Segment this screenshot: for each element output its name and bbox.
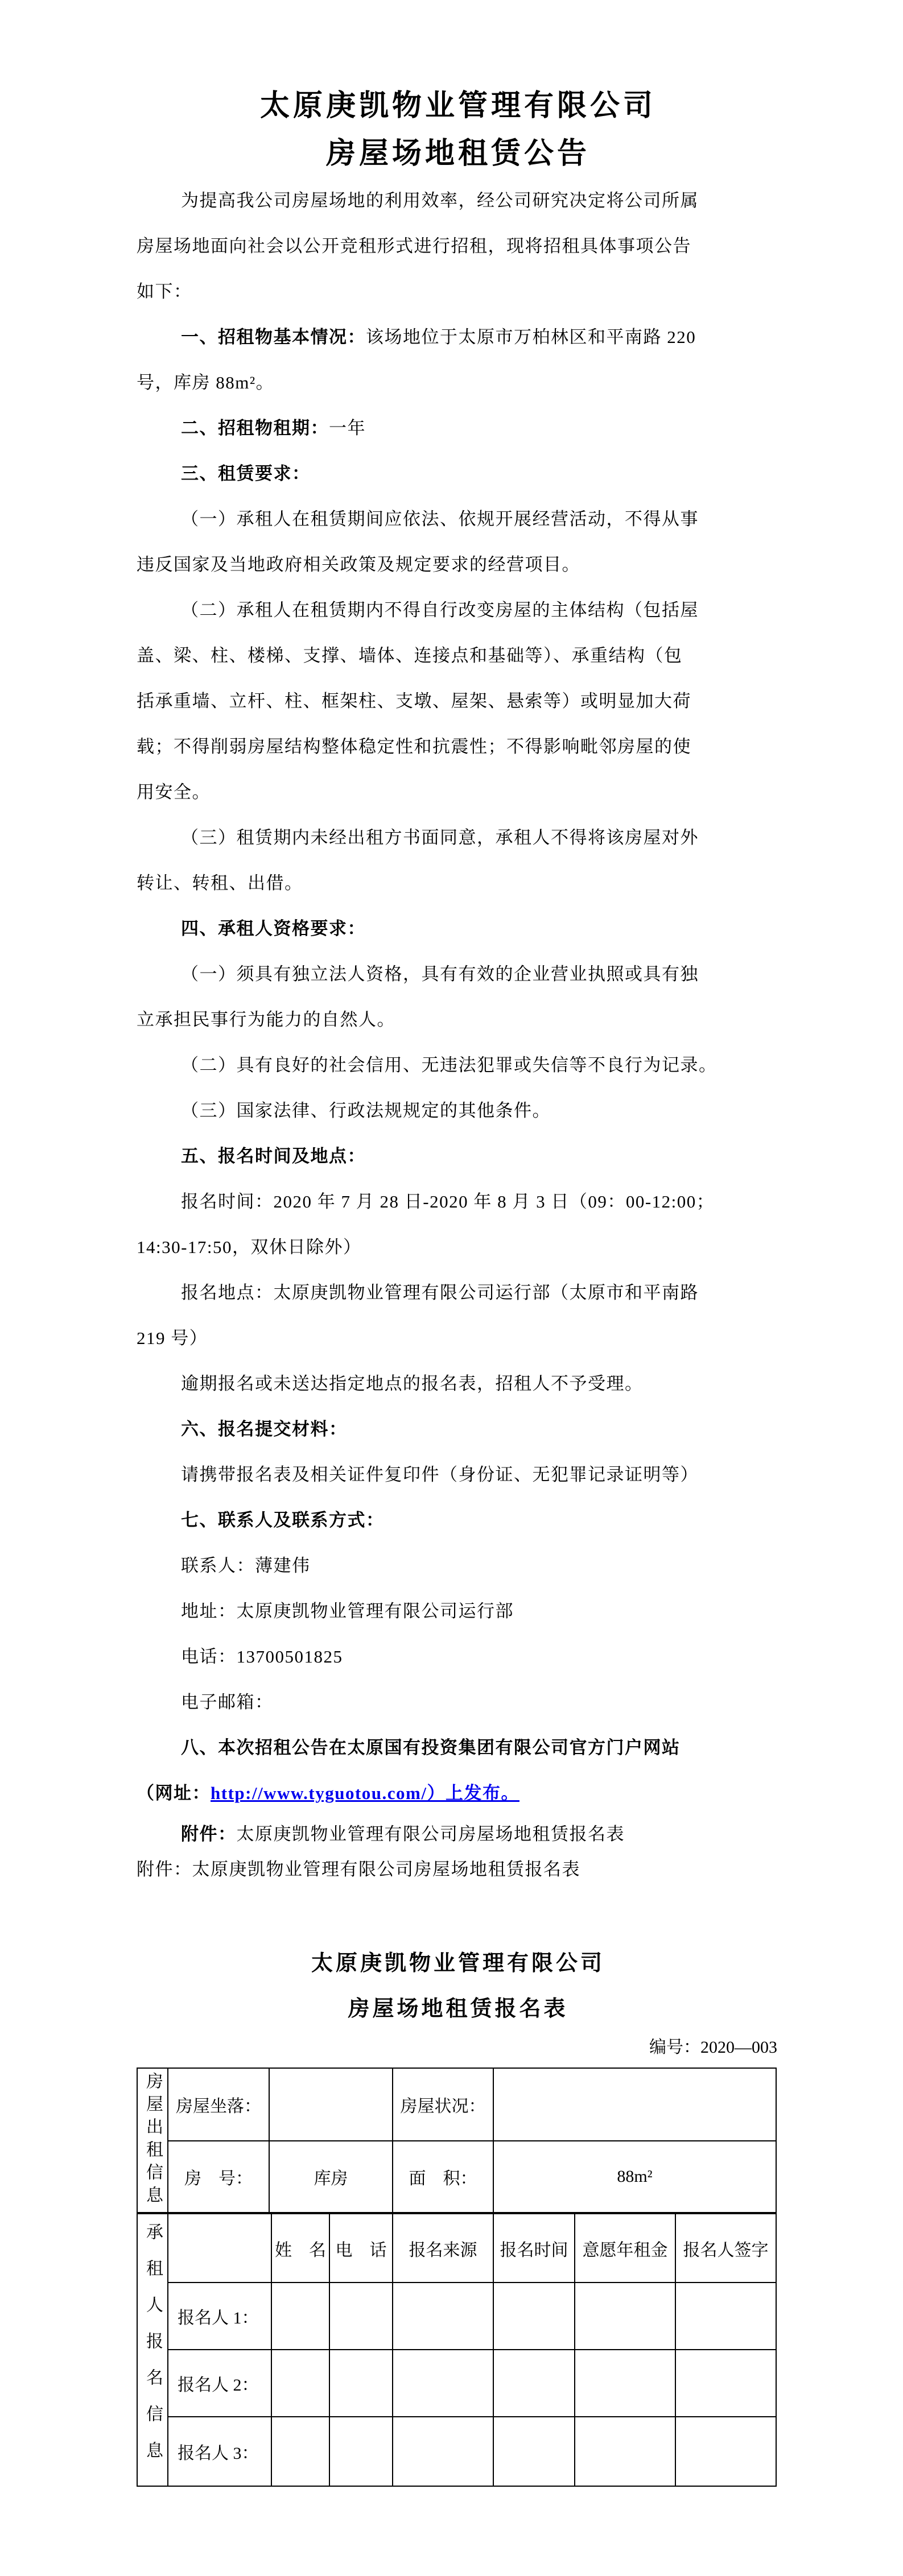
text-segment: 四、承租人资格要求： [181, 919, 366, 938]
text-segment: （三）国家法律、行政法规规定的其他条件。 [181, 1101, 551, 1120]
body-line [137, 724, 780, 770]
text-segment: 七、联系人及联系方式： [181, 1510, 385, 1530]
body-line [137, 1043, 780, 1088]
col-header-phone: 电 话 [329, 2214, 393, 2283]
text-segment: 附件： [181, 1824, 237, 1844]
col-header-desired-rent: 意愿年租金 [575, 2214, 675, 2283]
cell-empty [271, 2417, 329, 2486]
body-line [137, 1543, 780, 1589]
house-info-section-label: 房屋出租信息 [137, 2068, 168, 2213]
text-segment: 该场地位于太原市万柏林区和平南路 220 [366, 327, 696, 347]
cell-room-number-value: 库房 [269, 2141, 393, 2213]
text-segment: 219 号） [137, 1328, 208, 1348]
announcement-title-line1: 太原庚凯物业管理有限公司 [259, 90, 656, 122]
col-header-name: 姓 名 [271, 2214, 329, 2283]
announcement-title [137, 82, 780, 178]
text-segment: 盖、梁、柱、楼梯、支撑、墙体、连接点和基础等）、承重结构（包 [137, 646, 683, 665]
body-line [137, 1134, 780, 1179]
tyguotou-link[interactable]: http://www.tyguotou.com/）上发布。 [211, 1783, 519, 1803]
text-segment: （一）承租人在租赁期间应依法、依规开展经营活动，不得从事 [181, 509, 699, 529]
body-line [137, 178, 780, 224]
body-line [137, 542, 780, 588]
text-segment: 如下： [137, 282, 192, 301]
text-segment: （二）承租人在租赁期内不得自行改变房屋的主体结构（包括屋 [181, 600, 699, 620]
cell-empty [329, 2417, 393, 2486]
cell-area-value: 88m² [493, 2141, 776, 2213]
cell-empty [493, 2283, 575, 2350]
text-segment: （一）须具有独立法人资格，具有有效的企业营业执照或具有独 [181, 964, 699, 984]
cell-house-location-value [269, 2068, 393, 2141]
body-line [137, 1270, 780, 1316]
form-title-line2: 房屋场地租赁报名表 [348, 1997, 568, 2021]
body-line [137, 269, 780, 315]
text-segment: 报名地点：太原庚凯物业管理有限公司运行部（太原市和平南路 [181, 1283, 699, 1303]
body-line [137, 1771, 780, 1816]
text-segment: 请携带报名表及相关证件复印件（身份证、无犯罪记录证明等） [181, 1465, 699, 1485]
text-segment: 房屋场地面向社会以公开竞租形式进行招租，现将招租具体事项公告 [137, 236, 691, 256]
text-segment: 太原庚凯物业管理有限公司房屋场地租赁报名表 [236, 1824, 625, 1844]
body-line [137, 1407, 780, 1452]
text-segment: 载；不得削弱房屋结构整体稳定性和抗震性；不得影响毗邻房屋的使 [137, 737, 691, 756]
text-segment: 逾期报名或未送达指定地点的报名表，招租人不予受理。 [181, 1374, 644, 1394]
text-segment: 联系人：薄建伟 [181, 1556, 311, 1576]
body-line [137, 1225, 780, 1270]
text-segment: 六、报名提交材料： [181, 1419, 348, 1439]
text-segment: 电话：13700501825 [181, 1647, 343, 1667]
text-segment: 五、报名时间及地点： [181, 1146, 366, 1166]
body-line [137, 1589, 780, 1634]
text-segment: 八、本次招租公告在太原国有投资集团有限公司官方门户网站 [181, 1738, 681, 1758]
cell-house-condition-value [493, 2068, 776, 2141]
text-segment: 二、招租物租期： [181, 418, 329, 438]
cell-empty [329, 2283, 393, 2350]
application-form-section [137, 1941, 780, 2487]
body-line [137, 997, 780, 1043]
document-content [137, 82, 780, 2487]
text-segment: 附件：太原庚凯物业管理有限公司房屋场地租赁报名表 [137, 1859, 580, 1879]
form-title-line1: 太原庚凯物业管理有限公司 [311, 1951, 605, 1975]
body-line [137, 315, 780, 360]
cell-empty [393, 2417, 493, 2486]
body-line [137, 406, 780, 451]
text-segment: （二）具有良好的社会信用、无违法犯罪或失信等不良行为记录。 [181, 1055, 718, 1075]
body-line [137, 360, 780, 406]
text-segment: 一、招租物基本情况： [181, 327, 366, 347]
col-header-signup-source: 报名来源 [393, 2214, 493, 2283]
cell-blank-corner [168, 2214, 271, 2283]
body-line [137, 588, 780, 633]
text-segment: 电子邮箱： [181, 1692, 274, 1712]
cell-house-condition-label: 房屋状况： [393, 2068, 493, 2141]
body-line [137, 1634, 780, 1680]
form-number: 编号：2020—003 [649, 2038, 777, 2057]
body-line [137, 770, 780, 815]
cell-empty [271, 2283, 329, 2350]
text-segment: 转让、转租、出借。 [137, 873, 303, 893]
body-line [137, 1088, 780, 1134]
body-line [137, 861, 780, 906]
text-segment: 一年 [329, 418, 366, 438]
text-segment: 括承重墙、立杆、柱、框架柱、支墩、屋架、悬索等）或明显加大荷 [137, 691, 691, 711]
text-segment: 地址：太原庚凯物业管理有限公司运行部 [181, 1601, 514, 1621]
body-line [137, 1179, 780, 1225]
col-header-signature: 报名人签字 [675, 2214, 776, 2283]
body-line [137, 952, 780, 997]
cell-empty [675, 2283, 776, 2350]
body-line [137, 224, 780, 269]
text-segment: 三、租赁要求： [181, 464, 311, 483]
body-line [137, 1361, 780, 1407]
cell-house-location-label: 房屋坐落： [168, 2068, 269, 2141]
text-segment: 14:30-17:50，双休日除外） [137, 1237, 362, 1257]
applicant-section-label: 承租人报名信息 [137, 2214, 168, 2486]
body-lines [137, 178, 780, 1887]
text-segment: （三）租赁期内未经出租方书面同意，承租人不得将该房屋对外 [181, 828, 699, 847]
applicant-1-label: 报名人 1： [168, 2283, 271, 2350]
text-segment: 号，库房 88m²。 [137, 373, 275, 392]
body-line [137, 679, 780, 724]
body-line [137, 1452, 780, 1498]
text-segment: 违反国家及当地政府相关政策及规定要求的经营项目。 [137, 555, 580, 574]
body-line [137, 906, 780, 952]
cell-empty [271, 2350, 329, 2417]
body-line [137, 1498, 780, 1543]
cell-empty [493, 2417, 575, 2486]
house-info-table [137, 2068, 777, 2213]
cell-empty [675, 2350, 776, 2417]
applicant-3-label: 报名人 3： [168, 2417, 271, 2486]
cell-empty [575, 2417, 675, 2486]
col-header-signup-time: 报名时间 [493, 2214, 575, 2283]
body-line [137, 497, 780, 542]
body-line [137, 451, 780, 497]
cell-room-number-label: 房 号： [168, 2141, 269, 2213]
applicant-2-label: 报名人 2： [168, 2350, 271, 2417]
body-line [137, 815, 780, 861]
cell-empty [675, 2417, 776, 2486]
text-segment: 立承担民事行为能力的自然人。 [137, 1010, 395, 1029]
text-segment: 用安全。 [137, 782, 211, 802]
applicant-table [137, 2213, 777, 2487]
text-segment: 为提高我公司房屋场地的利用效率，经公司研究决定将公司所属 [181, 191, 699, 210]
text-segment: （网址： [137, 1783, 211, 1803]
cell-area-label: 面 积： [393, 2141, 493, 2213]
body-line [137, 1680, 780, 1725]
announcement-title-line2: 房屋场地租赁公告 [325, 138, 590, 170]
cell-empty [575, 2350, 675, 2417]
cell-empty [329, 2350, 393, 2417]
body-line [137, 1816, 780, 1853]
body-line [137, 1316, 780, 1361]
cell-empty [393, 2283, 493, 2350]
text-segment: 报名时间：2020 年 7 月 28 日-2020 年 8 月 3 日（09：00-12:00； [181, 1192, 715, 1211]
body-line [137, 1725, 780, 1771]
body-line [137, 633, 780, 679]
cell-empty [575, 2283, 675, 2350]
body-line [137, 1853, 780, 1887]
cell-empty [493, 2350, 575, 2417]
cell-empty [393, 2350, 493, 2417]
